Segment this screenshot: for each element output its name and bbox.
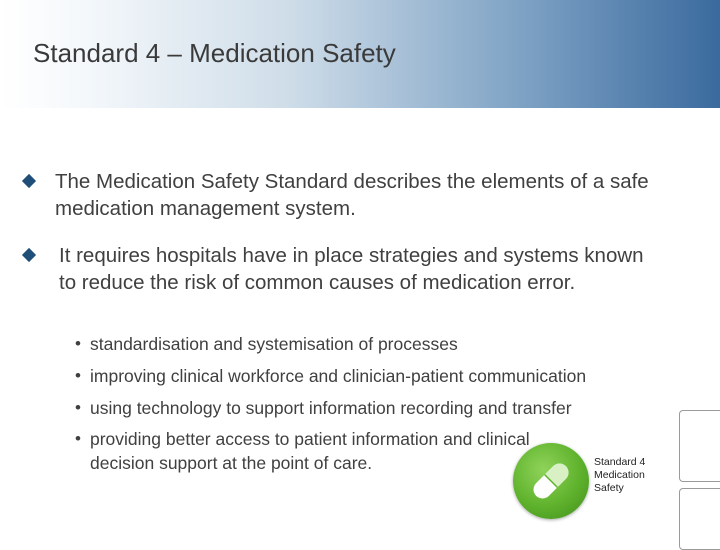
logo-label-line1: Standard 4: [594, 456, 646, 468]
sub-bullet-marker: •: [75, 366, 81, 385]
diamond-bullet-icon: [22, 174, 36, 188]
diamond-bullet-icon: [22, 248, 36, 262]
logo-label: [594, 456, 674, 495]
sub-bullet-marker: •: [75, 334, 81, 353]
side-tab-box: [679, 488, 720, 550]
sub-bullet-marker: •: [75, 429, 81, 448]
logo-label-line2: Medication: [594, 469, 645, 481]
sub-bullet-text: standardisation and systemisation of processes: [90, 334, 458, 354]
logo-label-line3: Safety: [594, 482, 624, 494]
bullet-text: The Medication Safety Standard describes the elements of a safe medication management system.: [55, 170, 649, 220]
bullet-text: It requires hospitals have in place strategies and systems known to reduce the risk of common causes of medication error.: [59, 244, 644, 294]
sub-bullet-text: improving clinical workforce and clinician-patient communication: [90, 366, 587, 386]
sub-bullet-text: using technology to support information recording and transfer: [90, 398, 572, 418]
pill-icon: [513, 443, 589, 519]
slide-title: Standard 4 – Medication Safety: [33, 38, 396, 68]
side-tab-box: [679, 410, 720, 482]
sub-bullet-marker: •: [75, 398, 81, 417]
medication-safety-logo: [513, 443, 589, 519]
sub-bullet-text: providing better access to patient information and clinical decision support at the point of care.: [90, 429, 530, 473]
